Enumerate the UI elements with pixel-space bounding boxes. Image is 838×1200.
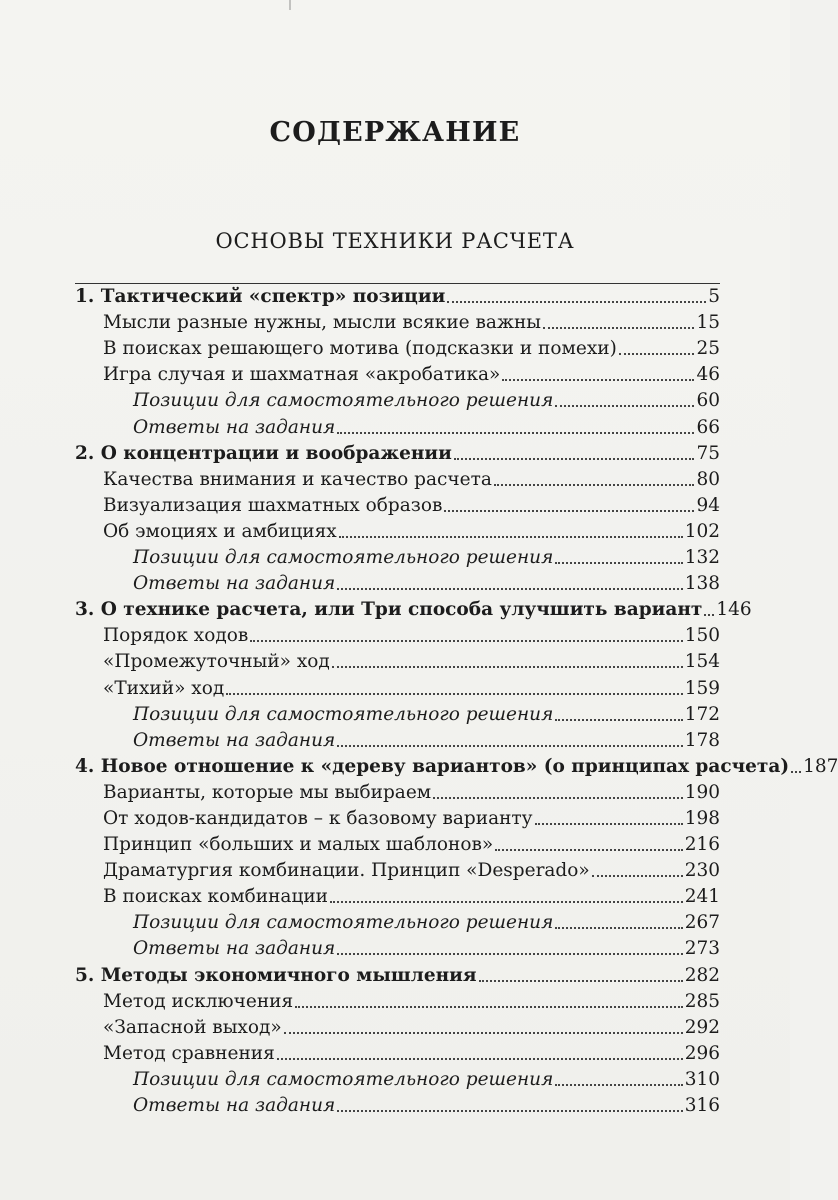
toc-entry-title: Позиции для самостоятельного решения <box>133 547 554 569</box>
toc-page-number: 80 <box>696 468 720 490</box>
toc-entry-title: В поисках решающего мотива (подсказки и помехи) <box>103 338 617 360</box>
dot-leader <box>479 979 683 982</box>
toc-task-row <box>75 414 720 440</box>
toc-entry-title: Ответы на задания <box>133 573 336 595</box>
toc-page-number: 282 <box>684 964 720 986</box>
toc-chapter-row <box>75 597 752 623</box>
dot-leader <box>332 665 683 668</box>
dot-leader <box>250 639 682 642</box>
toc-subsection-row <box>75 362 720 388</box>
dot-leader <box>555 926 682 929</box>
contents-title: СОДЕРЖАНИЕ <box>269 117 521 148</box>
toc-subsection-row <box>75 780 720 806</box>
toc-entry-title: Метод сравнения <box>103 1042 275 1064</box>
toc-entry-title: «Запасной выход» <box>103 1016 282 1038</box>
dot-leader <box>337 587 682 590</box>
dot-leader <box>535 822 683 825</box>
toc-entry-title: Об эмоциях и амбициях <box>103 520 337 542</box>
toc-subsection-row <box>75 884 720 910</box>
dot-leader <box>555 718 682 721</box>
toc-entry-title: Позиции для самостоятельного решения <box>133 390 554 412</box>
toc-entry-title: Позиции для самостоятельного решения <box>133 1068 554 1090</box>
dot-leader <box>433 796 683 799</box>
toc-entry-title: «Промежуточный» ход <box>103 651 330 673</box>
toc-subsection-row <box>75 1015 720 1041</box>
toc-page-number: 190 <box>684 781 720 803</box>
printing-mark <box>289 0 291 10</box>
toc-task-row <box>75 936 720 962</box>
toc-page-number: 187 <box>803 755 838 777</box>
toc-subsection-row <box>75 649 720 675</box>
toc-entry-title: Варианты, которые мы выбираем <box>103 781 432 803</box>
dot-leader <box>555 561 682 564</box>
toc-entry-title: Позиции для самостоятельного решения <box>133 912 554 934</box>
toc-entry-title: Принцип «больших и малых шаблонов» <box>103 834 494 856</box>
toc-entry-title: 1. Тактический «спектр» позиции <box>75 286 446 308</box>
toc-task-row <box>75 388 720 414</box>
toc-page-number: 102 <box>684 520 720 542</box>
dot-leader <box>502 378 694 381</box>
toc-chapter-row <box>75 283 720 310</box>
toc-page-number: 94 <box>696 494 720 516</box>
dot-leader <box>337 1109 682 1112</box>
toc-entry-title: Ответы на задания <box>133 938 336 960</box>
toc-entry-title: Ответы на задания <box>133 1095 336 1116</box>
dot-leader <box>447 300 706 303</box>
toc-page-number: 172 <box>684 703 720 725</box>
toc-entry-title: Мысли разные нужны, мысли всякие важны <box>103 312 542 334</box>
toc-page-number: 138 <box>684 573 720 595</box>
toc-task-row <box>75 728 720 754</box>
toc-chapter-row <box>75 962 720 988</box>
toc-chapter-row <box>75 754 838 780</box>
toc-page-number: 230 <box>684 860 720 882</box>
toc-page-number: 46 <box>696 364 720 386</box>
dot-leader <box>337 744 682 747</box>
toc-subsection-row <box>75 336 720 362</box>
toc-page-number: 316 <box>684 1095 720 1116</box>
toc-page-number: 146 <box>716 599 752 621</box>
toc-subsection-row <box>75 310 720 336</box>
toc-subsection-row <box>75 519 720 545</box>
toc-page-number: 216 <box>684 834 720 856</box>
toc-task-row <box>75 1093 720 1119</box>
toc-entry-title: 2. О концентрации и воображении <box>75 442 452 464</box>
dot-leader <box>495 848 682 851</box>
dot-leader <box>555 1083 682 1086</box>
dot-leader <box>295 1005 683 1008</box>
dot-leader <box>277 1057 683 1060</box>
dot-leader <box>337 952 682 955</box>
toc-page-number: 285 <box>684 990 720 1012</box>
toc-page-number: 267 <box>684 912 720 934</box>
toc-subsection-row <box>75 623 720 649</box>
toc-entry-title: От ходов-кандидатов – к базовому варианту <box>103 807 533 829</box>
dot-leader <box>339 535 683 538</box>
toc-page-number: 60 <box>696 390 720 412</box>
dot-leader <box>592 874 683 877</box>
section-title: ОСНОВЫ ТЕХНИКИ РАСЧЕТА <box>215 229 575 253</box>
table-of-contents <box>75 283 838 1119</box>
toc-page-number: 25 <box>696 338 720 360</box>
toc-page-number: 241 <box>684 886 720 908</box>
toc-subsection-row <box>75 858 720 884</box>
toc-entry-title: Ответы на задания <box>133 729 336 751</box>
toc-subsection-row <box>75 989 720 1015</box>
toc-entry-title: Ответы на задания <box>133 416 336 438</box>
toc-entry-title: 4. Новое отношение к «дереву вариантов» (о принципах расчета) <box>75 755 790 777</box>
dot-leader <box>444 509 694 512</box>
dot-leader <box>494 483 695 486</box>
toc-page-number: 66 <box>696 416 720 438</box>
toc-page-number: 296 <box>684 1042 720 1064</box>
toc-entry-title: Позиции для самостоятельного решения <box>133 703 554 725</box>
toc-page-number: 273 <box>684 938 720 960</box>
toc-page-number: 5 <box>708 286 720 308</box>
toc-entry-title: Драматургия комбинации. Принцип «Desperado» <box>103 860 590 882</box>
toc-page-number: 154 <box>684 651 720 673</box>
toc-page-number: 75 <box>696 442 720 464</box>
dot-leader <box>555 404 694 407</box>
toc-entry-title: Метод исключения <box>103 990 294 1012</box>
dot-leader <box>791 770 801 773</box>
dot-leader <box>619 352 695 355</box>
toc-subsection-row <box>75 493 720 519</box>
dot-leader <box>337 431 694 434</box>
toc-task-row <box>75 702 720 728</box>
dot-leader <box>704 613 714 616</box>
toc-page-number: 15 <box>696 312 720 334</box>
toc-entry-title: 5. Методы экономичного мышления <box>75 964 477 986</box>
toc-subsection-row <box>75 806 720 832</box>
toc-entry-title: Игра случая и шахматная «акробатика» <box>103 364 501 386</box>
toc-subsection-row <box>75 832 720 858</box>
toc-entry-title: Качества внимания и качество расчета <box>103 468 492 490</box>
toc-page-number: 159 <box>684 677 720 699</box>
toc-page-number: 150 <box>684 625 720 647</box>
dot-leader <box>454 457 695 460</box>
toc-entry-title: Порядок ходов <box>103 625 249 647</box>
toc-entry-title: «Тихий» ход <box>103 677 225 699</box>
toc-task-row <box>75 545 720 571</box>
dot-leader <box>330 900 683 903</box>
toc-page-number: 292 <box>684 1016 720 1038</box>
toc-chapter-row <box>75 441 720 467</box>
toc-subsection-row <box>75 1041 720 1067</box>
dot-leader <box>543 326 694 329</box>
dot-leader <box>226 692 682 695</box>
toc-page-number: 178 <box>684 729 720 751</box>
toc-entry-title: В поисках комбинации <box>103 886 329 908</box>
toc-page-number: 198 <box>684 807 720 829</box>
toc-entry-title: Визуализация шахматных образов <box>103 494 443 516</box>
toc-page-number: 310 <box>684 1068 720 1090</box>
toc-task-row <box>75 571 720 597</box>
dot-leader <box>284 1031 683 1034</box>
toc-page-number: 132 <box>684 547 720 569</box>
toc-task-row <box>75 910 720 936</box>
toc-entry-title: 3. О технике расчета, или Три способа улучшить вариант <box>75 599 703 621</box>
toc-subsection-row <box>75 467 720 493</box>
toc-subsection-row <box>75 675 720 701</box>
toc-task-row <box>75 1067 720 1093</box>
